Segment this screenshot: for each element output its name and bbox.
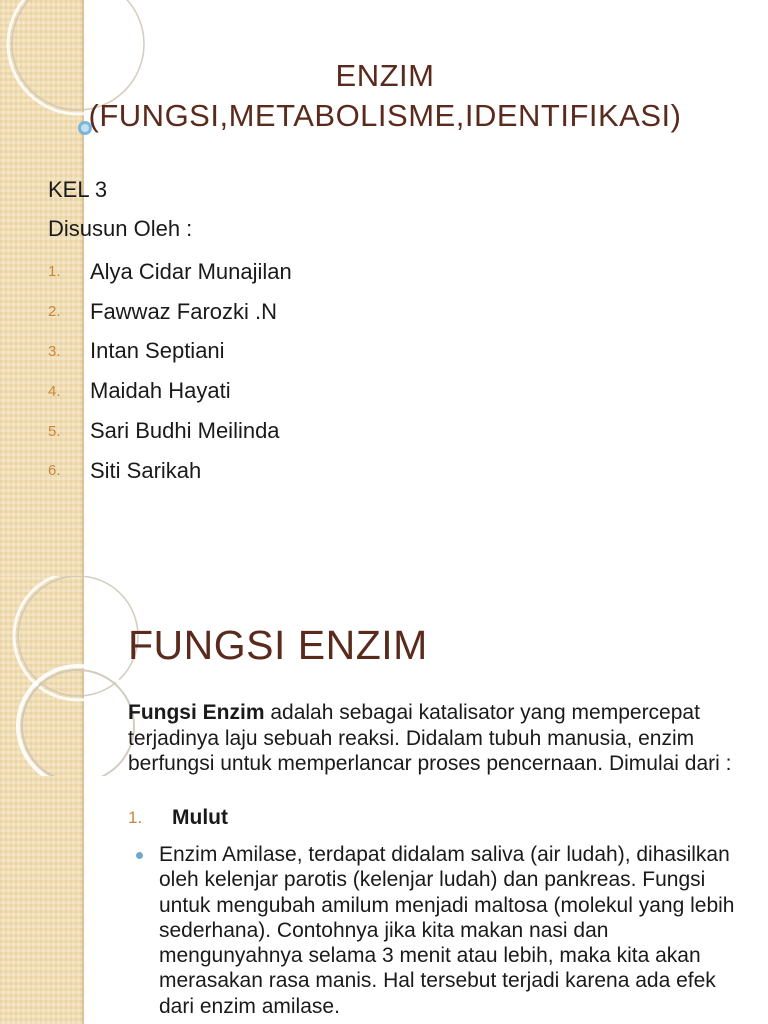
list-number: 4. xyxy=(48,382,61,400)
subsection-heading xyxy=(128,806,228,830)
list-number: 1. xyxy=(48,263,61,281)
member-list xyxy=(48,252,292,491)
intro-bold-term: Fungsi Enzim xyxy=(128,701,265,724)
member-name: Fawwaz Farozki .N xyxy=(90,298,278,324)
member-name: Alya Cidar Munajilan xyxy=(90,258,292,284)
intro-paragraph xyxy=(128,700,738,777)
list-item xyxy=(48,332,292,372)
intro-text: adalah sebagai katalisator yang mempercepat terjadinya laju sebuah reaksi. Didalam tubuh manusia, enzim berfungsi untuk memperlancar proses pencernaan. Dimulai dari : xyxy=(128,701,732,775)
slide-title-heading: FUNGSI ENZIM xyxy=(128,622,428,668)
list-item xyxy=(48,292,292,332)
list-item xyxy=(48,451,292,491)
list-number: 1. xyxy=(128,808,143,827)
bullet-text: Enzim Amilase, terdapat didalam saliva (air ludah), dihasilkan oleh kelenjar parotis (kelenjar ludah) dan pankreas. Fungsi untuk mengubah amilum menjadi maltosa (molekul yang lebih sederhana). Contohnya jika kita makan nasi dan mengunyahnya selama 3 menit atau lebih, maka kita akan merasakan rasa manis. Hal tersebut terjadi karena ada efek dari enzim amilase. xyxy=(159,843,735,1018)
list-number: 5. xyxy=(48,422,61,440)
list-item xyxy=(48,411,292,451)
bullet-icon xyxy=(136,852,143,859)
title-line-2: (FUNGSI,METABOLISME,IDENTIFIKASI) xyxy=(88,98,682,133)
member-name: Maidah Hayati xyxy=(90,378,231,404)
list-item xyxy=(48,371,292,411)
list-number: 6. xyxy=(48,462,61,480)
subsection-label: Mulut xyxy=(172,806,228,829)
list-number: 2. xyxy=(48,303,61,321)
compiled-by-label: Disusun Oleh : xyxy=(48,216,193,241)
group-label: KEL 3 xyxy=(48,177,108,202)
title-line-1: ENZIM xyxy=(335,58,435,93)
member-name: Siti Sarikah xyxy=(90,457,202,483)
list-number: 3. xyxy=(48,342,61,360)
list-item xyxy=(48,252,292,292)
member-name: Intan Septiani xyxy=(90,338,225,364)
slide-title-heading xyxy=(40,56,730,136)
member-name: Sari Budhi Meilinda xyxy=(90,418,280,444)
